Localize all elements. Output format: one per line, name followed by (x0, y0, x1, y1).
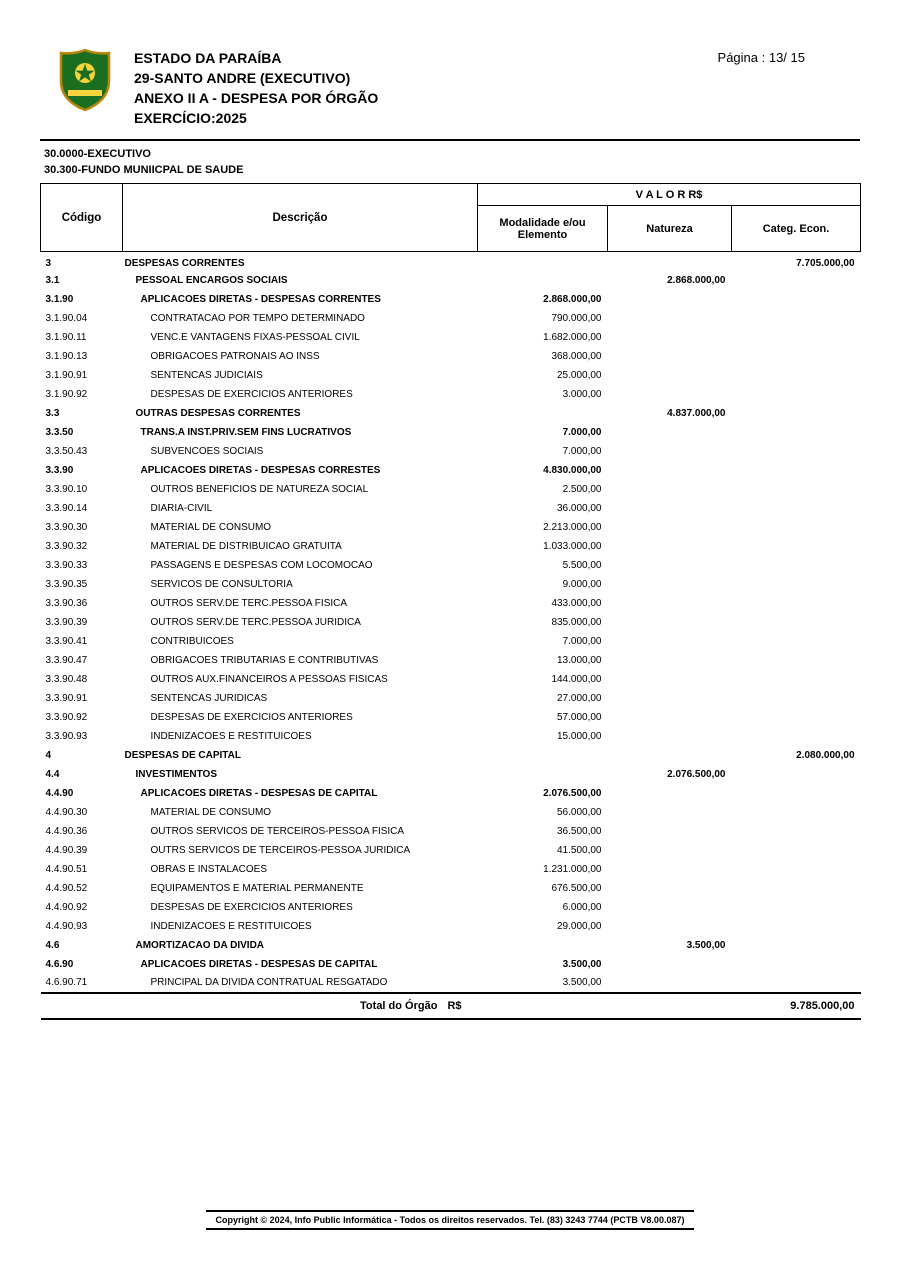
table-row (41, 860, 861, 879)
table-row (41, 689, 861, 708)
shield-band (68, 90, 102, 96)
row-modalidade-value: 36.000,00 (557, 502, 602, 514)
row-code: 4.4.90.92 (45, 901, 88, 913)
table-row (41, 955, 861, 974)
row-natureza-value (608, 366, 732, 385)
row-natureza-value (608, 841, 732, 860)
table-row (41, 385, 861, 404)
table-row (41, 765, 861, 784)
row-code: 3.1 (45, 274, 60, 286)
row-natureza-value: 4.837.000,00 (667, 407, 726, 419)
row-natureza-value (608, 974, 732, 993)
row-code: 3.3.90.48 (45, 673, 88, 685)
table-row (41, 917, 861, 936)
table-row (41, 442, 861, 461)
row-categ-value (732, 708, 861, 727)
row-code: 4.4.90.52 (45, 882, 88, 894)
row-code: 3.3.90.33 (45, 559, 88, 571)
row-categ-value (732, 727, 861, 746)
row-modalidade-value (478, 252, 608, 271)
row-modalidade-value: 3.500,00 (562, 958, 602, 970)
row-code: 3.3.90.10 (45, 483, 88, 495)
table-row (41, 803, 861, 822)
table-row (41, 518, 861, 537)
row-description: OUTROS SERVICOS DE TERCEIROS-PESSOA FISICA (150, 825, 405, 837)
coat-of-arms-logo (58, 48, 112, 112)
state-title: ESTADO DA PARAÍBA (134, 50, 282, 66)
row-code: 3.3.90.41 (45, 635, 88, 647)
row-natureza-value (608, 632, 732, 651)
page-number: Página : 13/ 15 (717, 50, 805, 65)
row-description: OBRIGACOES PATRONAIS AO INSS (150, 350, 320, 362)
total-empty-modalidade (478, 993, 608, 1019)
row-categ-value (732, 309, 861, 328)
row-description: APLICACOES DIRETAS - DESPESAS DE CAPITAL (140, 958, 378, 970)
row-code: 4.4.90.93 (45, 920, 88, 932)
row-description: PESSOAL ENCARGOS SOCIAIS (135, 274, 288, 286)
row-modalidade-value: 6.000,00 (562, 901, 602, 913)
row-modalidade-value: 1.682.000,00 (543, 331, 602, 343)
row-modalidade-value: 7.000,00 (562, 635, 602, 647)
row-modalidade-value: 9.000,00 (562, 578, 602, 590)
row-categ-value (732, 575, 861, 594)
row-modalidade-value: 7.000,00 (562, 445, 602, 457)
row-natureza-value (608, 917, 732, 936)
table-row (41, 423, 861, 442)
row-description: VENC.E VANTAGENS FIXAS-PESSOAL CIVIL (150, 331, 360, 343)
row-categ-value (732, 765, 861, 784)
row-code: 4.4.90 (45, 787, 74, 799)
row-description: CONTRIBUICOES (150, 635, 234, 647)
row-description: SUBVENCOES SOCIAIS (150, 445, 264, 457)
row-code: 3.3.50.43 (45, 445, 88, 457)
table-row (41, 632, 861, 651)
org-subunit: 30.300-FUNDO MUNIICPAL DE SAUDE (44, 164, 244, 176)
row-description: APLICACOES DIRETAS - DESPESAS CORRENTES (140, 293, 381, 305)
table-row (41, 271, 861, 290)
row-natureza-value (608, 423, 732, 442)
column-header-valor: V A L O R R$ (478, 184, 861, 206)
row-categ-value (732, 404, 861, 423)
row-modalidade-value: 27.000,00 (557, 692, 602, 704)
row-modalidade-value: 15.000,00 (557, 730, 602, 742)
row-natureza-value (608, 746, 732, 765)
row-description: DESPESAS DE EXERCICIOS ANTERIORES (150, 711, 353, 723)
total-value: 9.785.000,00 (732, 993, 861, 1019)
table-footer (41, 993, 861, 1019)
table-row (41, 613, 861, 632)
row-code: 4.4 (45, 768, 60, 780)
row-categ-value (732, 385, 861, 404)
row-natureza-value (608, 860, 732, 879)
row-categ-value (732, 556, 861, 575)
row-code: 3.3.90.93 (45, 730, 88, 742)
row-natureza-value (608, 613, 732, 632)
row-modalidade-value: 5.500,00 (562, 559, 602, 571)
row-natureza-value (608, 347, 732, 366)
row-code: 3.3.90.32 (45, 540, 88, 552)
row-natureza-value (608, 651, 732, 670)
exercise-label: EXERCÍCIO:2025 (134, 110, 247, 126)
row-categ-value (732, 860, 861, 879)
table-row (41, 974, 861, 993)
row-code: 3.1.90.11 (45, 331, 87, 343)
row-description: SENTENCAS JURIDICAS (150, 692, 268, 704)
table-row (41, 252, 861, 271)
header-title-block (134, 48, 378, 128)
table-row (41, 575, 861, 594)
row-modalidade-value: 1.033.000,00 (543, 540, 602, 552)
row-code: 3.1.90.91 (45, 369, 88, 381)
row-natureza-value (608, 822, 732, 841)
row-categ-value (732, 784, 861, 803)
row-description: OUTRS SERVICOS DE TERCEIROS-PESSOA JURIDICA (150, 844, 411, 856)
row-categ-value (732, 461, 861, 480)
row-natureza-value (608, 670, 732, 689)
row-categ-value (732, 366, 861, 385)
row-categ-value (732, 651, 861, 670)
row-description: OUTROS SERV.DE TERC.PESSOA JURIDICA (150, 616, 361, 628)
row-modalidade-value: 1.231.000,00 (543, 863, 602, 875)
row-description: MATERIAL DE DISTRIBUICAO GRATUITA (150, 540, 342, 552)
table-row (41, 290, 861, 309)
row-description: PASSAGENS E DESPESAS COM LOCOMOCAO (150, 559, 373, 571)
table-row (41, 499, 861, 518)
row-natureza-value (608, 784, 732, 803)
row-description: AMORTIZACAO DA DIVIDA (135, 939, 265, 951)
row-code: 3.3.50 (45, 426, 74, 438)
row-description: TRANS.A INST.PRIV.SEM FINS LUCRATIVOS (140, 426, 352, 438)
row-description: DESPESAS DE CAPITAL (124, 749, 241, 761)
row-code: 4.6.90.71 (45, 977, 88, 988)
copyright-text: Copyright © 2024, Info Public Informática - Todos os direitos reservados. Tel. (83) 3243 7744 (PCTB V8.00.087) (206, 1210, 695, 1230)
table-row (41, 746, 861, 765)
row-description: DESPESAS CORRENTES (124, 257, 245, 269)
table-row (41, 879, 861, 898)
row-natureza-value (608, 898, 732, 917)
row-modalidade-value: 41.500,00 (557, 844, 602, 856)
row-categ-value (732, 841, 861, 860)
table-row (41, 347, 861, 366)
modalidade-line2: Elemento (517, 228, 568, 241)
row-natureza-value (608, 537, 732, 556)
total-label-cell (41, 993, 478, 1019)
row-modalidade-value: 2.868.000,00 (543, 293, 602, 305)
row-code: 4.4.90.30 (45, 806, 88, 818)
expense-table (40, 183, 861, 1020)
row-code: 3.3 (45, 407, 60, 419)
row-natureza-value: 2.868.000,00 (667, 274, 726, 286)
row-description: MATERIAL DE CONSUMO (150, 806, 272, 818)
row-code: 3.3.90.91 (45, 692, 88, 704)
row-description: MATERIAL DE CONSUMO (150, 521, 272, 533)
table-row (41, 537, 861, 556)
row-categ-value (732, 328, 861, 347)
row-code: 3.3.90.35 (45, 578, 88, 590)
row-code: 3.1.90 (45, 293, 74, 305)
row-natureza-value (608, 575, 732, 594)
org-unit: 30.0000-EXECUTIVO (44, 148, 151, 160)
row-modalidade-value: 2.076.500,00 (543, 787, 602, 799)
row-description: SERVICOS DE CONSULTORIA (150, 578, 293, 590)
row-categ-value (732, 537, 861, 556)
row-code: 3.1.90.92 (45, 388, 88, 400)
table-row (41, 898, 861, 917)
row-description: OUTROS SERV.DE TERC.PESSOA FISICA (150, 597, 348, 609)
table-row (41, 727, 861, 746)
row-categ-value (732, 917, 861, 936)
column-header-descricao: Descrição (123, 184, 478, 252)
row-modalidade-value: 29.000,00 (557, 920, 602, 932)
row-modalidade-value: 144.000,00 (551, 673, 602, 685)
document-footer (0, 1210, 900, 1230)
row-code: 3.3.90.30 (45, 521, 88, 533)
table-body (41, 252, 861, 993)
row-natureza-value (608, 708, 732, 727)
row-categ-value (732, 632, 861, 651)
row-modalidade-value (478, 404, 608, 423)
row-description: APLICACOES DIRETAS - DESPESAS CORRESTES (140, 464, 381, 476)
table-row (41, 556, 861, 575)
table-row (41, 366, 861, 385)
row-description: OUTROS AUX.FINANCEIROS A PESSOAS FISICAS (150, 673, 388, 685)
row-categ-value (732, 480, 861, 499)
row-description: DESPESAS DE EXERCICIOS ANTERIORES (150, 388, 353, 400)
row-code: 3.3.90.14 (45, 502, 88, 514)
row-description: CONTRATACAO POR TEMPO DETERMINADO (150, 312, 365, 324)
row-modalidade-value: 790.000,00 (551, 312, 602, 324)
row-modalidade-value: 7.000,00 (562, 426, 602, 438)
row-categ-value (732, 442, 861, 461)
row-code: 3.3.90.39 (45, 616, 88, 628)
row-code: 4.4.90.51 (45, 863, 88, 875)
total-currency: R$ (447, 999, 462, 1012)
row-description: INDENIZACOES E RESTITUICOES (150, 730, 312, 742)
row-categ-value (732, 347, 861, 366)
row-natureza-value (608, 594, 732, 613)
row-natureza-value (608, 461, 732, 480)
row-modalidade-value: 368.000,00 (551, 350, 602, 362)
row-natureza-value (608, 955, 732, 974)
row-natureza-value: 3.500,00 (686, 939, 726, 951)
row-modalidade-value: 25.000,00 (557, 369, 602, 381)
row-description: DIARIA-CIVIL (150, 502, 213, 514)
column-header-natureza: Natureza (608, 206, 732, 252)
row-code: 4.6 (45, 939, 60, 951)
row-modalidade-value: 3.000,00 (562, 388, 602, 400)
row-description: APLICACOES DIRETAS - DESPESAS DE CAPITAL (140, 787, 378, 799)
total-empty-natureza (608, 993, 732, 1019)
row-natureza-value (608, 803, 732, 822)
row-natureza-value (608, 480, 732, 499)
row-categ-value (732, 879, 861, 898)
row-categ-value (732, 518, 861, 537)
table-row (41, 822, 861, 841)
row-natureza-value (608, 499, 732, 518)
row-code: 3.3.90.92 (45, 711, 88, 723)
table-row (41, 841, 861, 860)
table-row (41, 328, 861, 347)
row-modalidade-value: 433.000,00 (551, 597, 602, 609)
row-modalidade-value: 36.500,00 (557, 825, 602, 837)
row-categ-value: 2.080.000,00 (796, 749, 855, 761)
row-categ-value (732, 499, 861, 518)
entity-title: 29-SANTO ANDRE (EXECUTIVO) (134, 70, 351, 86)
row-categ-value (732, 955, 861, 974)
row-categ-value: 7.705.000,00 (796, 257, 855, 269)
row-natureza-value (608, 252, 732, 271)
row-natureza-value (608, 556, 732, 575)
column-header-codigo: Código (41, 184, 123, 252)
table-row (41, 309, 861, 328)
total-row (41, 993, 861, 1019)
row-categ-value (732, 613, 861, 632)
row-categ-value (732, 271, 861, 290)
row-categ-value (732, 594, 861, 613)
row-code: 3.1.90.13 (45, 350, 88, 362)
row-natureza-value (608, 442, 732, 461)
row-code: 4.4.90.39 (45, 844, 88, 856)
row-categ-value (732, 290, 861, 309)
table-header (41, 184, 861, 252)
table-row (41, 936, 861, 955)
row-description: OBRAS E INSTALACOES (150, 863, 268, 875)
table-row (41, 708, 861, 727)
table-row (41, 784, 861, 803)
row-categ-value (732, 803, 861, 822)
row-modalidade-value: 4.830.000,00 (543, 464, 602, 476)
row-description: SENTENCAS JUDICIAIS (150, 369, 263, 381)
row-natureza-value (608, 290, 732, 309)
row-natureza-value: 2.076.500,00 (667, 768, 726, 780)
row-modalidade-value: 3.500,00 (562, 977, 602, 988)
row-natureza-value (608, 518, 732, 537)
row-description: OUTRAS DESPESAS CORRENTES (135, 407, 301, 419)
table-row (41, 480, 861, 499)
row-natureza-value (608, 727, 732, 746)
row-modalidade-value (478, 765, 608, 784)
row-code: 3.1.90.04 (45, 312, 88, 324)
row-modalidade-value: 56.000,00 (557, 806, 602, 818)
row-modalidade-value (478, 271, 608, 290)
row-modalidade-value: 57.000,00 (557, 711, 602, 723)
row-description: DESPESAS DE EXERCICIOS ANTERIORES (150, 901, 353, 913)
total-label: Total do Órgão (360, 999, 438, 1012)
org-block (44, 146, 860, 178)
row-code: 3 (45, 257, 52, 269)
row-natureza-value (608, 879, 732, 898)
row-description: INDENIZACOES E RESTITUICOES (150, 920, 312, 932)
top-rule (40, 139, 860, 141)
table-row (41, 404, 861, 423)
row-natureza-value (608, 328, 732, 347)
table-row (41, 670, 861, 689)
row-code: 4.4.90.36 (45, 825, 88, 837)
row-natureza-value (608, 309, 732, 328)
row-description: EQUIPAMENTOS E MATERIAL PERMANENTE (150, 882, 364, 894)
table-row (41, 651, 861, 670)
row-code: 3.3.90.36 (45, 597, 88, 609)
column-header-modalidade (478, 206, 608, 252)
row-description: PRINCIPAL DA DIVIDA CONTRATUAL RESGATADO (150, 977, 388, 988)
row-code: 3.3.90.47 (45, 654, 88, 666)
row-modalidade-value (478, 746, 608, 765)
row-natureza-value (608, 385, 732, 404)
row-code: 4.6.90 (45, 958, 74, 970)
document-header (40, 48, 860, 128)
row-description: OUTROS BENEFICIOS DE NATUREZA SOCIAL (150, 483, 369, 495)
row-modalidade-value: 676.500,00 (551, 882, 602, 894)
row-natureza-value (608, 689, 732, 708)
table-row (41, 594, 861, 613)
row-modalidade-value: 2.500,00 (562, 483, 602, 495)
row-categ-value (732, 936, 861, 955)
table-row (41, 461, 861, 480)
report-title: ANEXO II A - DESPESA POR ÓRGÃO (134, 90, 379, 106)
row-categ-value (732, 822, 861, 841)
row-categ-value (732, 689, 861, 708)
row-code: 3.3.90 (45, 464, 74, 476)
modalidade-line1: Modalidade e/ou (499, 216, 586, 229)
row-categ-value (732, 974, 861, 993)
row-categ-value (732, 898, 861, 917)
row-categ-value (732, 670, 861, 689)
row-modalidade-value: 2.213.000,00 (543, 521, 602, 533)
row-modalidade-value (478, 936, 608, 955)
row-description: INVESTIMENTOS (135, 768, 217, 780)
row-modalidade-value: 13.000,00 (557, 654, 602, 666)
row-modalidade-value: 835.000,00 (551, 616, 602, 628)
row-description: OBRIGACOES TRIBUTARIAS E CONTRIBUTIVAS (150, 654, 379, 666)
row-categ-value (732, 423, 861, 442)
row-code: 4 (45, 749, 52, 761)
column-header-categ: Categ. Econ. (732, 206, 861, 252)
